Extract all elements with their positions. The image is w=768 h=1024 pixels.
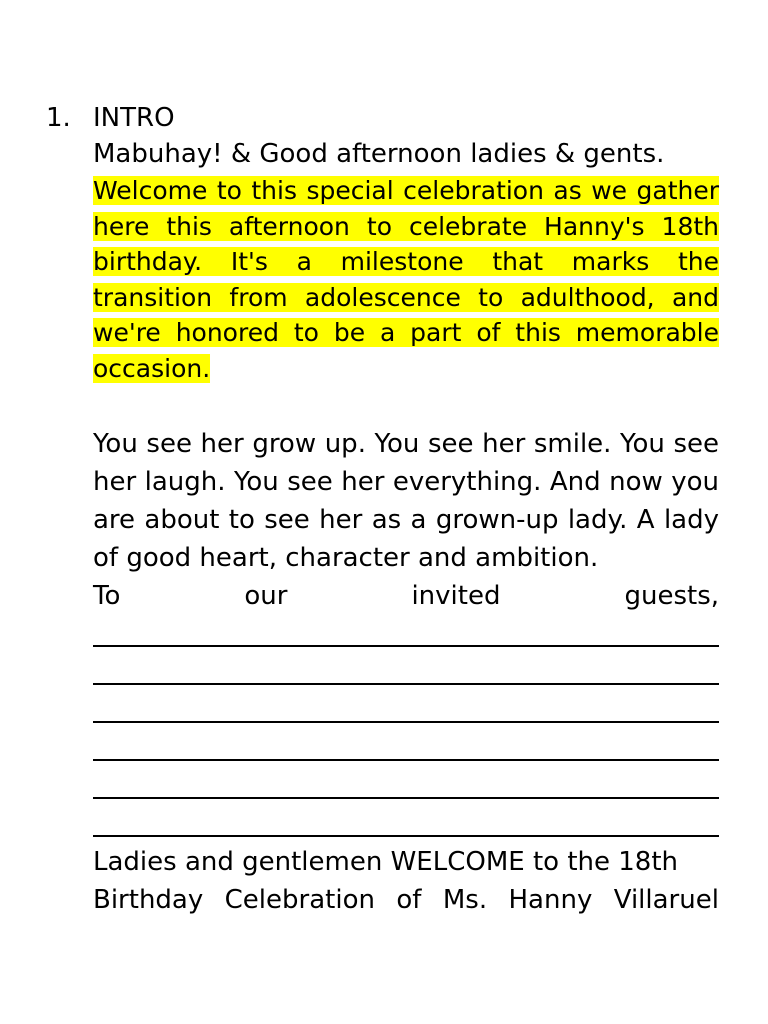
blank-line — [93, 615, 719, 653]
guests-line — [93, 577, 719, 615]
blank-line — [93, 767, 719, 805]
guests-word: invited — [411, 581, 501, 612]
greeting-line: Mabuhay! & Good afternoon ladies & gents. — [93, 139, 665, 169]
highlighted-paragraph — [93, 173, 719, 387]
guests-word: our — [244, 581, 288, 612]
guests-word: guests, — [624, 581, 719, 612]
closing-word: Birthday — [93, 885, 204, 916]
paragraph-spacer — [93, 387, 719, 425]
blank-line — [93, 653, 719, 691]
closing-word: Ms. — [442, 885, 488, 916]
closing-word: Celebration — [224, 885, 375, 916]
closing-word: Villaruel — [613, 885, 719, 916]
list-number: 1. — [46, 103, 71, 133]
highlighted-text: Welcome to this special celebration as we gather here this afternoon to celebrate Hanny's 18th birthday. It's a milestone that marks the transition from adolescence to adulthood, and we're honored to be a part of this memorable occasion. — [93, 176, 719, 383]
blank-line — [93, 691, 719, 729]
body-paragraph: You see her grow up. You see her smile. You see her laugh. You see her everything. And now you are about to see her as a grown-up lady. A lady of good heart, character and ambition. — [93, 428, 719, 574]
blank-line — [93, 805, 719, 843]
section-heading: INTRO — [93, 103, 175, 133]
blank-line — [93, 729, 719, 767]
closing-word: of — [396, 885, 422, 916]
closing-line: Ladies and gentlemen WELCOME to the 18th — [93, 847, 679, 878]
guests-word: To — [93, 581, 121, 612]
list-item-content — [93, 100, 719, 919]
closing-line-2 — [93, 881, 719, 919]
closing-word: Hanny — [508, 885, 593, 916]
